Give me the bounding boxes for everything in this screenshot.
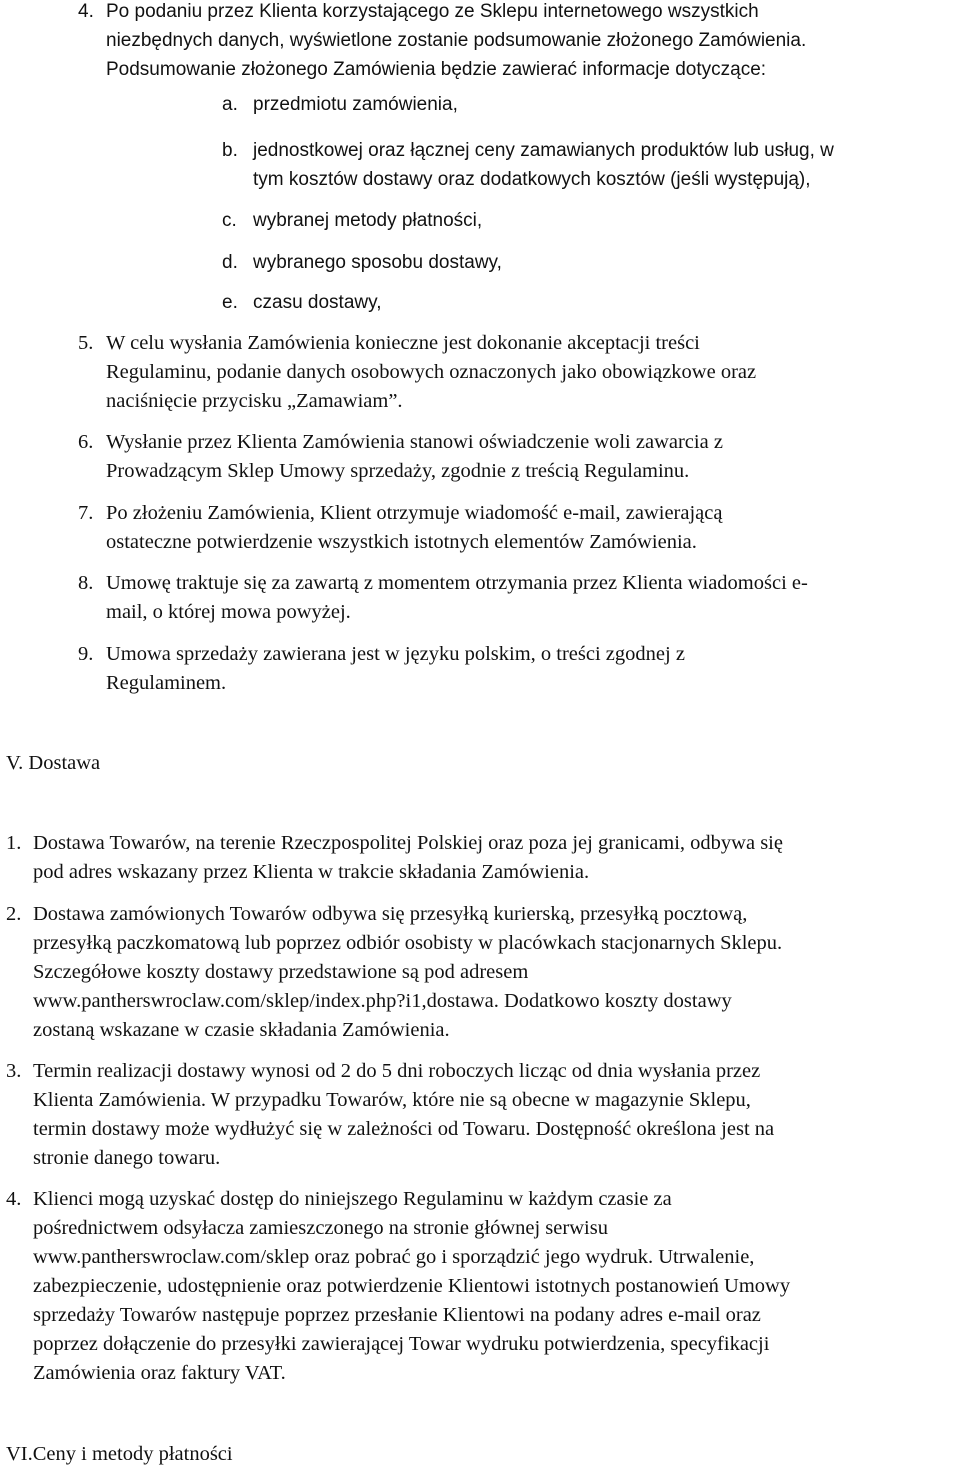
sub-item-text: czasu dostawy, [253, 292, 382, 313]
list-item-4 [78, 0, 958, 84]
sub-item-text: tym kosztów dostawy oraz dodatkowych kosztów (jeśli występują), [253, 169, 811, 190]
list-item-5 [78, 329, 958, 416]
item-text: W celu wysłania Zamówienia konieczne jest dokonanie akceptacji treści [106, 332, 700, 354]
sub-item-text: przedmiotu zamówienia, [253, 94, 458, 115]
sub-item-a [222, 90, 458, 119]
item-text: zostaną wskazane w czasie składania Zamówienia. [33, 1019, 450, 1041]
item-number: 1. [6, 832, 22, 854]
item-number: 9. [78, 643, 94, 665]
item-number: 7. [78, 502, 94, 524]
item-text: Termin realizacji dostawy wynosi od 2 do 5 dni roboczych licząc od dnia wysłania przez [33, 1060, 761, 1082]
item-text: Prowadzącym Sklep Umowy sprzedaży, zgodnie z treścią Regulaminu. [106, 460, 690, 482]
item-text: Umowa sprzedaży zawierana jest w języku polskim, o treści zgodnej z [106, 643, 685, 665]
item-text: pośrednictwem odsyłacza zamieszczonego na stronie głównej serwisu [33, 1217, 608, 1239]
item-text: Szczegółowe koszty dostawy przedstawione są pod adresem [33, 961, 529, 983]
list-item-8 [78, 569, 958, 627]
list-item-9 [78, 640, 958, 698]
item-text: Regulaminem. [106, 672, 227, 694]
sub-item-letter: c. [222, 210, 237, 231]
item-text: www.pantherswroclaw.com/sklep/index.php?i1,dostawa. Dodatkowo koszty dostawy [33, 990, 732, 1012]
delivery-item-2 [6, 900, 958, 1045]
item-number: 5. [78, 332, 94, 354]
item-text: sprzedaży Towarów następuje poprzez przesłanie Klientowi na podany adres e-mail oraz [33, 1304, 761, 1326]
item-text: pod adres wskazany przez Klienta w trakcie składania Zamówienia. [33, 861, 590, 883]
sub-item-e [222, 288, 381, 317]
section-heading-dostawa [6, 749, 100, 778]
section-heading-text: V. Dostawa [6, 752, 101, 774]
sub-item-text: jednostkowej oraz łącznej ceny zamawianych produktów lub usług, w [253, 140, 834, 161]
item-text: Klienta Zamówienia. W przypadku Towarów, które nie są obecne w magazynie Sklepu, [33, 1089, 751, 1111]
sub-item-text: wybranego sposobu dostawy, [253, 252, 502, 273]
item-text: przesyłką paczkomatową lub poprzez odbiór osobisty w placówkach stacjonarnych Sklepu. [33, 932, 783, 954]
list-item-6 [78, 428, 958, 486]
sub-item-text: wybranej metody płatności, [253, 210, 483, 231]
section-heading-text: VI.Ceny i metody płatności [6, 1443, 233, 1465]
item-text: Klienci mogą uzyskać dostęp do niniejszego Regulaminu w każdym czasie za [33, 1188, 672, 1210]
item-text: termin dostawy może wydłużyć się w zależności od Towaru. Dostępność określona jest na [33, 1118, 775, 1140]
item-text: Dostawa Towarów, na terenie Rzeczpospolitej Polskiej oraz poza jej granicami, odbywa się [33, 832, 783, 854]
delivery-item-3 [6, 1057, 958, 1173]
delivery-item-4 [6, 1185, 958, 1388]
item-text: ostateczne potwierdzenie wszystkich istotnych elementów Zamówienia. [106, 531, 697, 553]
item-text: Zamówienia oraz faktury VAT. [33, 1362, 286, 1384]
item-number: 3. [6, 1060, 22, 1082]
item-text: Po podaniu przez Klienta korzystającego ze Sklepu internetowego wszystkich [106, 1, 759, 22]
sub-item-letter: a. [222, 94, 238, 115]
item-text: www.pantherswroclaw.com/sklep oraz pobrać go i sporządzić jego wydruk. Utrwalenie, [33, 1246, 755, 1268]
item-number: 4. [78, 1, 94, 22]
item-text: poprzez dołączenie do przesyłki zawierającej Towar wydruku potwierdzenia, specyfikacji [33, 1333, 770, 1355]
section-heading-ceny [6, 1440, 233, 1469]
item-number: 2. [6, 903, 22, 925]
item-text: Wysłanie przez Klienta Zamówienia stanowi oświadczenie woli zawarcia z [106, 431, 723, 453]
item-text: Po złożeniu Zamówienia, Klient otrzymuje wiadomość e-mail, zawierającą [106, 502, 723, 524]
delivery-item-1 [6, 829, 958, 887]
sub-item-b [222, 136, 834, 194]
list-item-7 [78, 499, 958, 557]
item-number: 6. [78, 431, 94, 453]
sub-item-letter: e. [222, 292, 238, 313]
item-number: 8. [78, 572, 94, 594]
sub-item-c [222, 206, 482, 235]
item-text: Regulaminu, podanie danych osobowych oznaczonych jako obowiązkowe oraz [106, 361, 757, 383]
item-text: stronie danego towaru. [33, 1147, 221, 1169]
item-text: naciśnięcie przycisku „Zamawiam”. [106, 390, 403, 412]
item-text: niezbędnych danych, wyświetlone zostanie podsumowanie złożonego Zamówienia. [106, 30, 807, 51]
item-text: Podsumowanie złożonego Zamówienia będzie zawierać informacje dotyczące: [106, 59, 767, 80]
item-text: zabezpieczenie, udostępnienie oraz potwierdzenie Klientowi istotnych postanowień Umowy [33, 1275, 791, 1297]
item-text: Umowę traktuje się za zawartą z momentem otrzymania przez Klienta wiadomości e- [106, 572, 808, 594]
sub-item-letter: d. [222, 252, 238, 273]
sub-item-letter: b. [222, 140, 238, 161]
item-text: Dostawa zamówionych Towarów odbywa się przesyłką kurierską, przesyłką pocztową, [33, 903, 748, 925]
sub-item-d [222, 248, 502, 277]
item-text: mail, o której mowa powyżej. [106, 601, 351, 623]
item-number: 4. [6, 1188, 22, 1210]
